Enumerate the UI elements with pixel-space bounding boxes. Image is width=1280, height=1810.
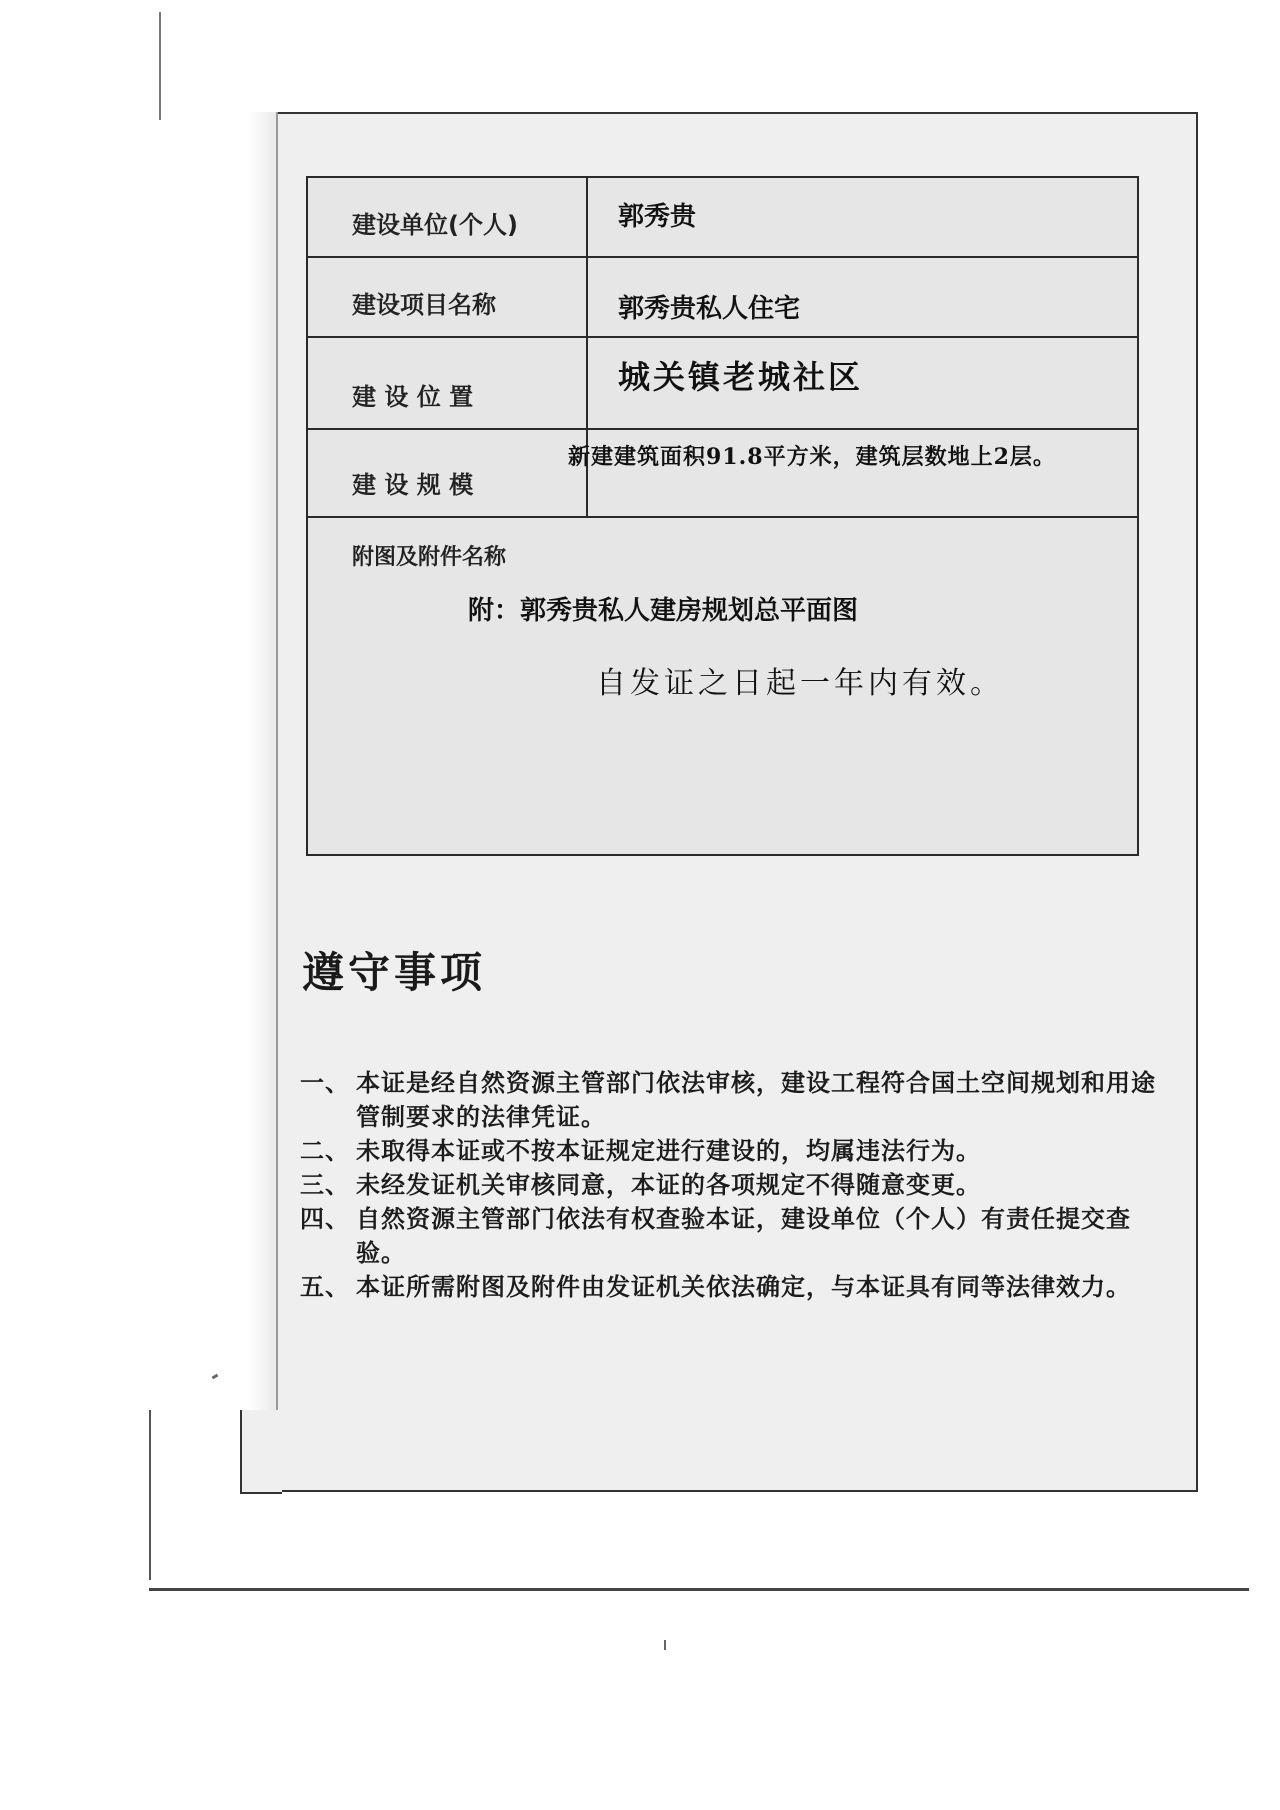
sheet-left-edge [248, 112, 278, 1412]
sheet-left-line [276, 112, 278, 1412]
construction-info-table [306, 176, 1139, 856]
scan-frame-left [149, 1410, 151, 1580]
row-label-project-name: 建设项目名称 [308, 258, 588, 336]
sheet-bottom-left-corner [240, 1410, 282, 1494]
list-item [300, 1168, 1160, 1202]
rule-number: 二、 [300, 1137, 350, 1165]
row-label-unit: 建设单位(个人) [308, 178, 588, 256]
validity-note: 自发证之日起一年内有效。 [596, 666, 1004, 701]
list-item [300, 1202, 1160, 1270]
rule-number: 五、 [300, 1273, 350, 1301]
table-row [308, 178, 1137, 258]
scan-edge-line [159, 12, 161, 120]
attachment-item: 附：郭秀贵私人建房规划总平面图 [468, 596, 859, 626]
list-item [300, 1134, 1160, 1168]
scan-frame-bottom [149, 1588, 1249, 1591]
attachments-label: 附图及附件名称 [352, 545, 507, 570]
row-value-location: 城关镇老城社区 [618, 358, 864, 396]
scan-speck [664, 1640, 666, 1650]
observance-title: 遵守事项 [302, 948, 487, 997]
rule-number: 四、 [300, 1205, 350, 1233]
table-row [308, 430, 1137, 518]
row-value-project-name: 郭秀贵私人住宅 [618, 294, 801, 324]
rule-text: 未取得本证或不按本证规定进行建设的，均属违法行为。 [356, 1137, 981, 1165]
list-item [300, 1066, 1160, 1134]
table-row [308, 258, 1137, 338]
rule-text: 未经发证机关审核同意，本证的各项规定不得随意变更。 [356, 1171, 981, 1199]
observance-rules-list [300, 1066, 1160, 1304]
row-label-scale: 建 设 规 模 [308, 430, 588, 516]
rule-number: 一、 [300, 1069, 350, 1097]
list-item [300, 1270, 1160, 1304]
table-row [308, 338, 1137, 430]
rule-number: 三、 [300, 1171, 350, 1199]
rule-text: 自然资源主管部门依法有权查验本证，建设单位（个人）有责任提交查验。 [356, 1205, 1131, 1267]
scan-speck [212, 1374, 219, 1380]
row-label-location: 建 设 位 置 [308, 338, 588, 428]
rule-text: 本证所需附图及附件由发证机关依法确定，与本证具有同等法律效力。 [356, 1273, 1131, 1301]
row-value-unit: 郭秀贵 [618, 202, 697, 232]
row-value-scale: 新建建筑面积91.8平方米，建筑层数地上2层。 [568, 444, 1056, 470]
rule-text: 本证是经自然资源主管部门依法审核，建设工程符合国土空间规划和用途管制要求的法律凭证。 [356, 1069, 1156, 1131]
